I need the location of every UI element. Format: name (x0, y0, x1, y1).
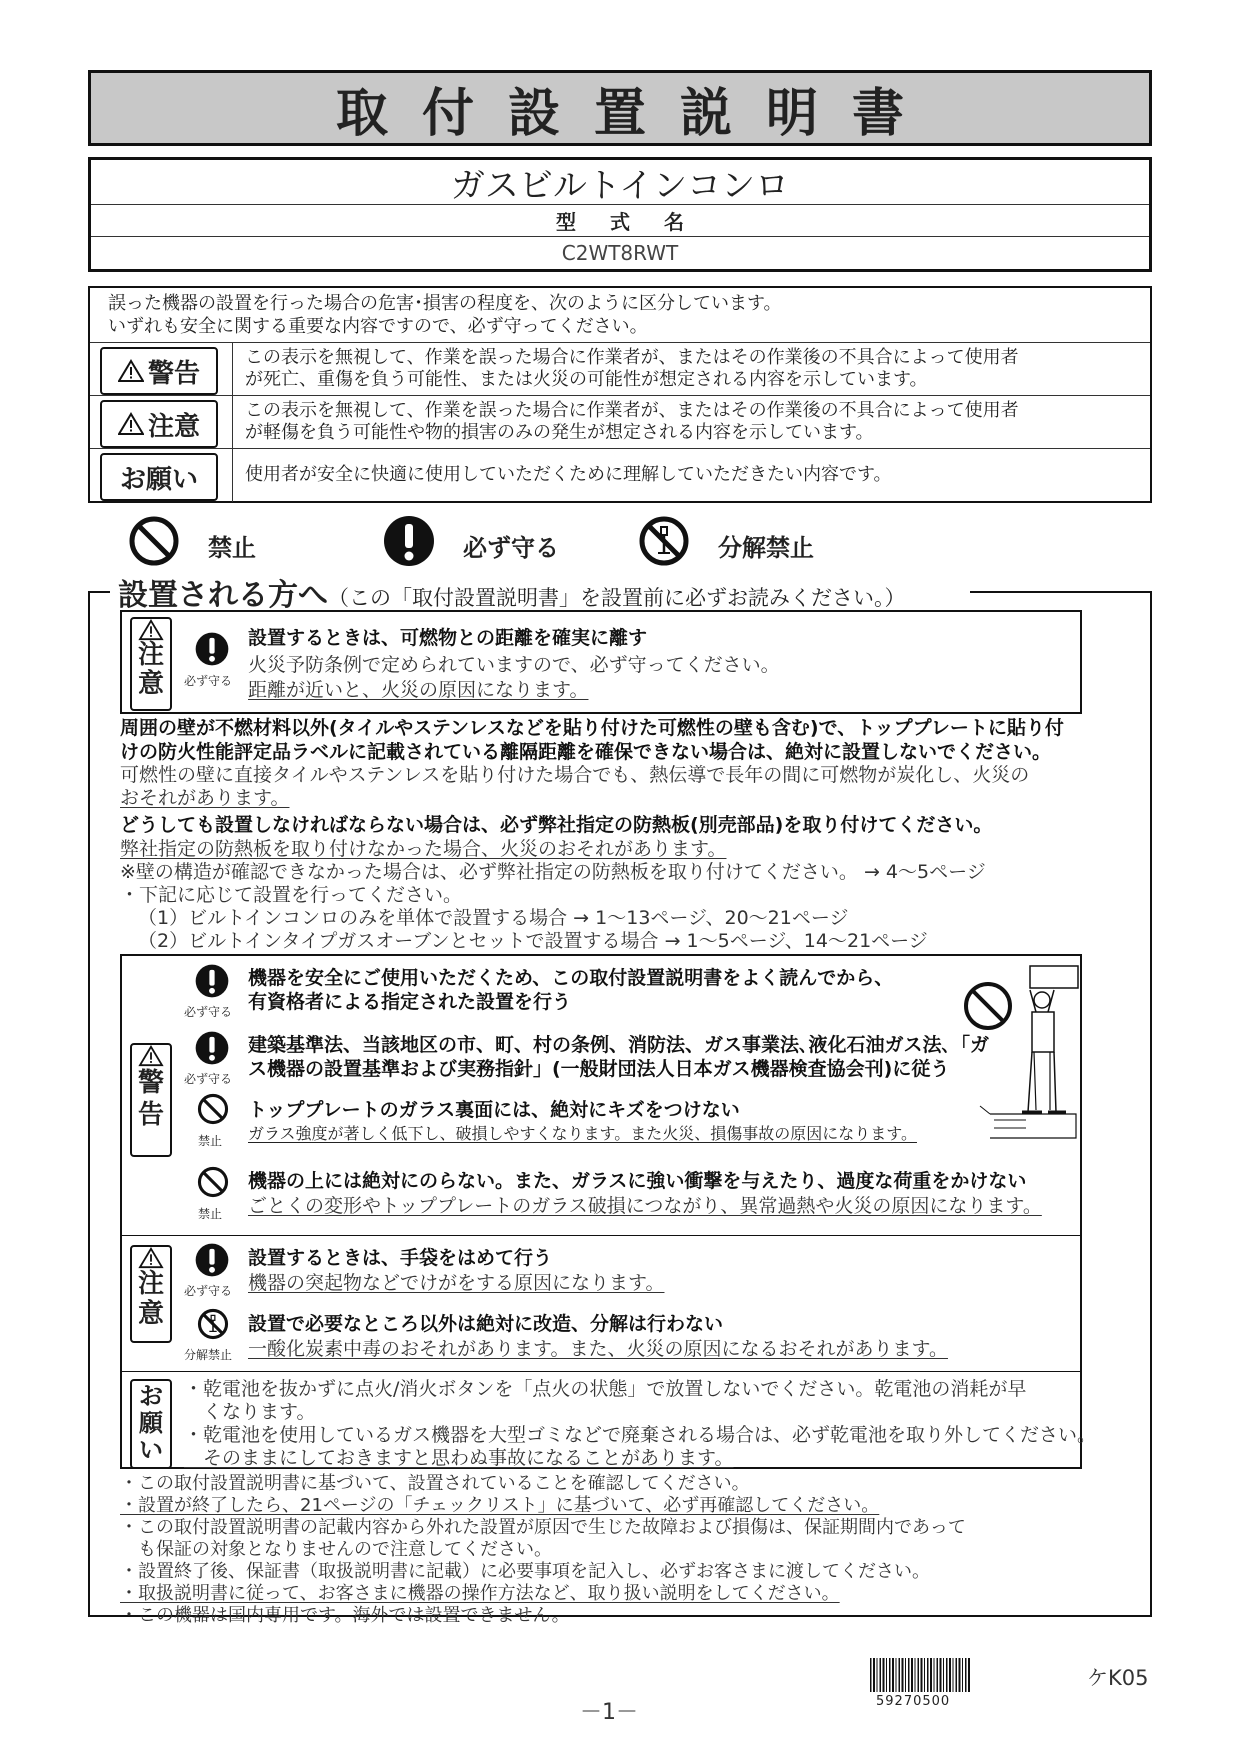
barcode-number: 59270500 (876, 1694, 951, 1709)
request-line: ・乾電池を使用しているガス機器を大型ゴミなどで廃棄される場合は、必ず乾電池を取り外してください。 (184, 1424, 1097, 1446)
warning-item-bold: 機器の上には絶対にのらない。また、ガラスに強い衝撃を与えたり、過度な荷重をかけない (248, 1170, 1027, 1192)
no-disassembly-icon (638, 515, 690, 567)
legend-row-request (90, 448, 1150, 502)
model-label: 型式名 (91, 204, 1149, 237)
model-value: C2WT8RWT (561, 241, 679, 265)
no-disassembly-icon-label: 分解禁止 (184, 1348, 233, 1362)
no-disassembly-symbol (638, 515, 690, 571)
mandatory-icon (195, 632, 229, 666)
request-tag (100, 453, 218, 501)
person-on-counter-illustration (950, 962, 1080, 1140)
installer-heading-main: 設置される方へ (118, 578, 328, 613)
mandatory-icon (195, 1031, 229, 1065)
installer-heading-sub: （この「取付設置説明書」を設置前に必ずお読みください。） (328, 586, 906, 610)
mandatory-label: 必ず守る (463, 534, 559, 562)
legend-line: が軽傷を負う可能性や物的損害のみの発生が想定される内容を示しています。 (245, 422, 874, 443)
warning-triangle-icon (118, 359, 144, 383)
caution-tag-label: 注意 (147, 411, 200, 442)
request-vertical-tag (130, 1379, 172, 1469)
wall-normal-line-2: 弊社指定の防熱板を取り付けなかった場合、火災のおそれがあります。 (120, 838, 727, 860)
wall-normal-line: おそれがあります。 (120, 787, 290, 809)
caution-distance-line: 火災予防条例で定められていますので、必ず守ってください。 (248, 654, 780, 676)
caution2-item-normal: 一酸化炭素中毒のおそれがあります。また、火災の原因になるおそれがあります。 (248, 1338, 948, 1360)
prohibited-icon (197, 1166, 229, 1198)
mandatory-icon (195, 1243, 229, 1277)
note-line: ・取扱説明書に従って、お客さまに機器の操作方法など、取り扱い説明をしてください。 (120, 1583, 840, 1604)
wall-normal-line-2: （1）ビルトインコンロのみを単体で設置する場合 → 1〜13ページ、20〜21ページ (138, 907, 849, 929)
note-line: も保証の対象となりませんので注意してください。 (120, 1539, 552, 1560)
wall-bold-line-2: どうしても設置しなければならない場合は、必ず弊社指定の防熱板(別売部品)を取り付けてください。 (120, 814, 993, 836)
mandatory-icon (383, 515, 435, 567)
legend-row-warning (90, 342, 1150, 396)
caution2-item-bold: 設置で必要なところ以外は絶対に改造、分解は行わない (248, 1313, 724, 1335)
no-disassembly-label: 分解禁止 (718, 534, 814, 562)
caution-tag (100, 400, 218, 448)
warning-triangle-icon (138, 1247, 164, 1269)
caution-distance-line: 距離が近いと、火災の原因になります。 (248, 679, 589, 701)
warning-box (120, 954, 1097, 1469)
legend-intro-line: いずれも安全に関する重要な内容ですので、必ず守ってください。 (108, 316, 648, 337)
product-box (88, 157, 1152, 272)
warning-item-bold: 機器を安全にご使用いただくため、この取付設置説明書をよく読んでから、 (248, 967, 894, 989)
caution-vertical-tag-2 (130, 1245, 172, 1343)
prohibited-icon (197, 1093, 229, 1125)
page-number: －1－ (580, 1700, 638, 1725)
hazard-legend (88, 286, 1152, 503)
caution-tag-text: 注意 (137, 640, 164, 699)
mandatory-icon (195, 964, 229, 998)
request-line: ・乾電池を抜かずに点火/消火ボタンを「点火の状態」で放置しないでください。乾電池の消耗が早 (184, 1378, 1027, 1400)
legend-line: 使用者が安全に快適に使用していただくために理解していただきたい内容です。 (245, 464, 892, 485)
prohibited-icon-label: 禁止 (198, 1207, 223, 1221)
note-line: ・設置が終了したら、21ページの「チェックリスト」に基づいて、必ず再確認してください。 (120, 1495, 880, 1516)
warning-triangle-icon (138, 619, 164, 641)
warning-item-normal: ガラス強度が著しく低下し、破損しやすくなります。また火災、損傷事故の原因になります。 (248, 1124, 917, 1143)
note-line: ・この機器は国内専用です。海外では設置できません。 (120, 1605, 570, 1626)
note-line: ・この取付設置説明書の記載内容から外れた設置が原因で生じた故障および損傷は、保証期間内であって (120, 1517, 966, 1538)
warning-item-normal: ごとくの変形やトッププレートのガラス破損につながり、異常過熱や火災の原因になります。 (248, 1195, 1042, 1217)
warning-item-bold: 有資格者による指定された設置を行う (248, 991, 572, 1013)
legend-intro-line: 誤った機器の設置を行った場合の危害･損害の程度を、次のように区分しています。 (108, 293, 782, 314)
warning-tag (100, 347, 218, 395)
warning-tag-text: 警告 (137, 1068, 164, 1130)
wall-normal-line-2: ※壁の構造が確認できなかった場合は、必ず弊社指定の防熱板を取り付けてください。 → 4〜5ページ (120, 861, 986, 883)
no-disassembly-icon (197, 1308, 229, 1340)
mandatory-icon-label: 必ず守る (184, 1284, 233, 1298)
warning-triangle-icon (138, 1045, 164, 1067)
wall-normal-line: 可燃性の壁に直接タイルやステンレスを貼り付けた場合でも、熱伝導で長年の間に可燃物が炭化し、火災の (120, 764, 1030, 786)
caution2-tag-text: 注意 (137, 1269, 164, 1329)
barcode (870, 1658, 970, 1692)
prohibited-symbol (128, 515, 180, 571)
wall-bold-line: 周囲の壁が不燃材料以外(タイルやステンレスなどを貼り付けた可燃性の壁も含む)で、トッププレートに貼り付 (120, 717, 1064, 739)
request-tag-label: お願い (119, 464, 198, 495)
wall-normal-line-2: （2）ビルトインタイプガスオーブンとセットで設置する場合 → 1〜5ページ、14〜21ページ (138, 930, 928, 952)
mandatory-icon-label: 必ず守る (184, 674, 233, 688)
legend-line: この表示を無視して、作業を誤った場合に作業者が、またはその作業後の不具合によって使用者 (245, 347, 1019, 368)
product-name: ガスビルトインコンロ (91, 160, 1149, 205)
document-title: 取付設置説明書 (88, 70, 1152, 146)
warning-item-bold: 建築基準法、当該地区の市、町、村の条例、消防法、ガス事業法､液化石油ガス法､「ガ (248, 1034, 990, 1056)
warning-item-bold: トッププレートのガラス裏面には、絶対にキズをつけない (248, 1099, 740, 1121)
legend-caution-text (245, 400, 1142, 444)
caution2-item-normal: 機器の突起物などでけがをする原因になります。 (248, 1272, 665, 1294)
installer-heading (118, 570, 906, 614)
warning-vertical-tag (130, 1043, 172, 1157)
warning-item-bold: ス機器の設置基準および実務指針」(一般財団法人日本ガス機器検査協会刊)に従う (248, 1058, 950, 1080)
legend-line: この表示を無視して、作業を誤った場合に作業者が、またはその作業後の不具合によって使用者 (245, 400, 1019, 421)
prohibited-icon (128, 515, 180, 567)
warning-tag-label: 警告 (147, 358, 200, 389)
request-tag-text: お願い (139, 1382, 163, 1464)
legend-line: が死亡、重傷を負う可能性、または火災の可能性が想定される内容を示しています。 (245, 369, 928, 390)
mandatory-icon-label: 必ず守る (184, 1005, 233, 1019)
mandatory-symbol (383, 515, 435, 571)
legend-row-caution (90, 395, 1150, 449)
request-line: くなります。 (184, 1401, 316, 1423)
note-line: ・この取付設置説明書に基づいて、設置されていることを確認してください。 (120, 1473, 750, 1494)
request-line: そのままにしておきますと思わぬ事故になることがあります。 (184, 1447, 734, 1469)
warning-triangle-icon (118, 412, 144, 436)
caution-vertical-tag (130, 617, 172, 711)
caution-distance-heading: 設置するときは、可燃物との距離を確実に離す (248, 627, 648, 649)
wall-bold-line: けの防火性能評定品ラベルに記載されている離隔距離を確保できない場合は、絶対に設置しないでください。 (120, 741, 1052, 763)
document-code: ケK05 (1087, 1666, 1149, 1690)
caution-distance-box (120, 610, 1082, 714)
mandatory-icon-label: 必ず守る (184, 1072, 233, 1086)
prohibited-icon-label: 禁止 (198, 1134, 223, 1148)
legend-warning-text (245, 347, 1142, 391)
prohibited-label: 禁止 (208, 534, 256, 562)
wall-normal-line-2: ・下記に応じて設置を行ってください。 (120, 884, 463, 906)
note-line: ・設置終了後、保証書（取扱説明書に記載）に必要事項を記入し、必ずお客さまに渡してください。 (120, 1561, 930, 1582)
legend-intro (108, 292, 782, 338)
caution2-item-bold: 設置するときは、手袋をはめて行う (248, 1247, 553, 1269)
legend-request-text (245, 464, 1142, 486)
